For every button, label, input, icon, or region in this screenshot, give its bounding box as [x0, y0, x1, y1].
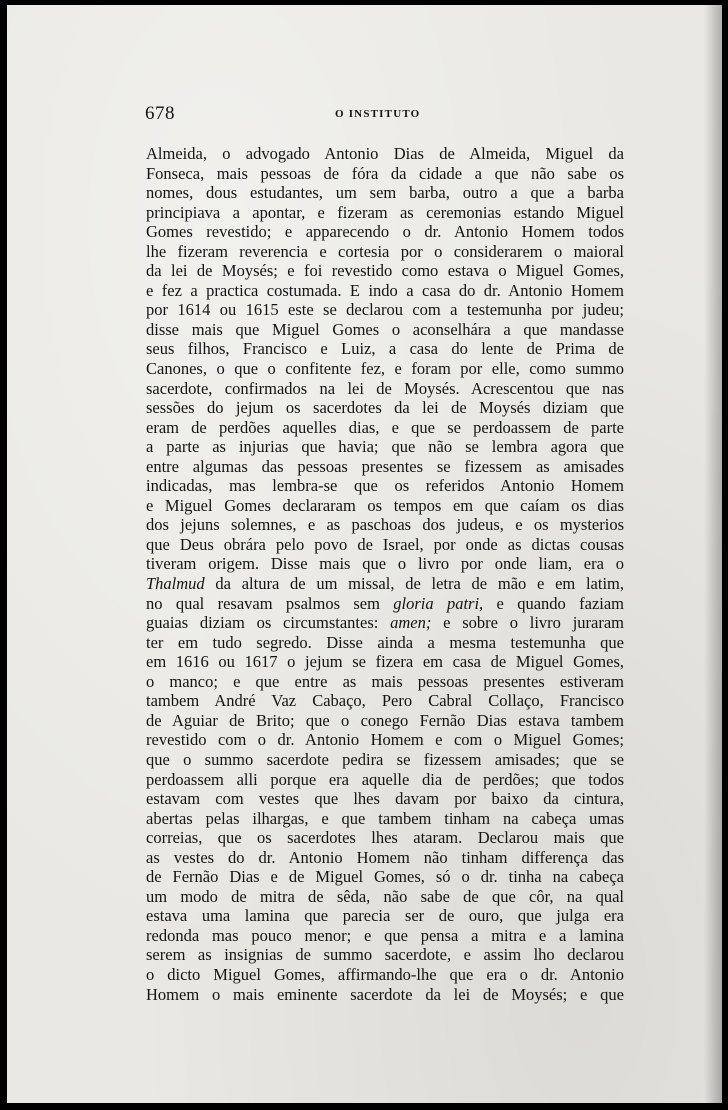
text-line [146, 730, 624, 750]
text-line [146, 281, 624, 301]
text-line [146, 437, 624, 457]
text-segment: de Fernão Dias e de Miguel Gomes, só o dr. tinha na cabeça [146, 867, 624, 887]
text-segment: disse mais que Miguel Gomes o aconselhára a que mandasse [146, 319, 624, 339]
text-segment: as vestes do dr. Antonio Homem não tinham differença das [146, 847, 624, 867]
text-line [146, 183, 624, 203]
text-segment: guaias diziam os circumstantes: [146, 613, 391, 633]
text-line [146, 515, 624, 535]
text-segment: sacerdote, confirmados na lei de Moysés. Acrescentou que nas [146, 378, 624, 398]
text-segment: entre algumas das pessoas presentes se fizessem as amisades [146, 456, 624, 476]
text-segment: estava uma lamina que parecia ser de ouro, que julga era [146, 906, 624, 926]
text-segment: Homem o mais eminente sacerdote da lei de Moysés; e que [146, 984, 624, 1004]
book-page [7, 5, 722, 1103]
text-line [146, 652, 624, 672]
text-line [146, 320, 624, 340]
text-line [146, 809, 624, 829]
text-segment: no qual resavam psalmos sem [146, 593, 394, 613]
text-segment: Canones, o que o confitente fez, e foram por elle, como summo [146, 359, 624, 379]
text-segment: perdoassem alli porque era aquelle dia de perdões; que todos [146, 769, 624, 789]
body-text [146, 144, 624, 1004]
text-segment: ter em tudo segredo. Disse ainda a mesma testemunha que [146, 632, 624, 652]
text-segment: sessões do jejum os sacerdotes da lei de Moysés diziam que [146, 398, 624, 418]
page-number: 678 [145, 103, 175, 124]
text-segment: da lei de Moysés; e foi revestido como estava o Miguel Gomes, [146, 261, 624, 281]
text-line [146, 554, 624, 574]
text-line [146, 906, 624, 926]
text-segment: o manco; e que entre as mais pessoas presentes estiveram [146, 671, 624, 691]
text-segment: eram de perdões aquelles dias, e que se perdoassem de parte [146, 417, 624, 437]
text-line [146, 789, 624, 809]
text-line [146, 144, 624, 164]
text-line [146, 691, 624, 711]
text-segment: seus filhos, Francisco e Luiz, a casa do lente de Prima de [146, 339, 624, 359]
text-line [146, 887, 624, 907]
text-line [146, 222, 624, 242]
text-line [146, 496, 624, 516]
text-segment: serem as insignias de summo sacerdote, e assim lho declarou [146, 945, 624, 965]
text-segment: tiveram origem. Disse mais que o livro por onde liam, era o [146, 554, 624, 574]
text-segment: abertas pelas ilhargas, e que tambem tinham na cabeça umas [146, 808, 624, 828]
text-segment: principiava a apontar, e fizeram as ceremonias estando Miguel [146, 202, 624, 222]
text-line [146, 476, 624, 496]
text-segment: de Aguiar de Brito; que o conego Fernão Dias estava tambem [146, 710, 624, 730]
text-line [146, 750, 624, 770]
text-segment: nomes, dous estudantes, um sem barba, outro a que a barba [146, 183, 624, 203]
text-segment: Fonseca, mais pessoas de fóra da cidade a que não sabe os [146, 163, 624, 183]
text-segment: e Miguel Gomes declararam os tempos em que caíam os dias [146, 495, 624, 515]
text-segment: revestido com o dr. Antonio Homem e com o Miguel Gomes; [146, 730, 624, 750]
italic-term: gloria patri, [393, 593, 484, 613]
text-segment: e fez a practica costumada. E indo a casa do dr. Antonio Homem [146, 280, 624, 300]
text-segment: um modo de mitra de sêda, não sabe de que côr, na qual [146, 886, 624, 906]
text-line [146, 574, 624, 594]
text-line [146, 398, 624, 418]
text-line [146, 828, 624, 848]
text-segment: e quando faziam [483, 593, 625, 613]
page-edge-shadow [704, 5, 722, 1103]
text-segment: que Deus obrára pelo povo de Israel, por onde as dictas cousas [146, 534, 624, 554]
text-segment: estavam com vestes que lhes davam por baixo da cintura, [146, 789, 624, 809]
text-segment: a parte as injurias que havia; que não se lembra agora que [146, 437, 624, 457]
text-segment: Gomes revestido; e apparecendo o dr. Antonio Homem todos [146, 222, 624, 242]
text-segment: tambem André Vaz Cabaço, Pero Cabral Collaço, Francisco [146, 691, 624, 711]
text-segment: correias, que os sacerdotes lhes ataram. Declarou mais que [146, 828, 624, 848]
text-line [146, 985, 624, 1005]
text-segment: e sobre o livro juraram [431, 613, 625, 633]
text-line [146, 300, 624, 320]
text-line [146, 339, 624, 359]
text-line [146, 848, 624, 868]
text-line [146, 711, 624, 731]
text-line [146, 770, 624, 790]
text-line [146, 535, 624, 555]
text-line [146, 945, 624, 965]
text-segment: dos jejuns solemnes, e as paschoas dos judeus, e os mysterios [146, 515, 624, 535]
text-line [146, 379, 624, 399]
text-line [146, 261, 624, 281]
text-segment: que o summo sacerdote pedira se fizessem amisades; que se [146, 749, 624, 769]
text-line [146, 867, 624, 887]
text-line [146, 203, 624, 223]
text-line [146, 457, 624, 477]
italic-term: amen; [390, 613, 432, 633]
text-line [146, 164, 624, 184]
running-title: O INSTITUTO [335, 108, 421, 120]
text-line [146, 418, 624, 438]
text-segment: por 1614 ou 1615 este se declarou com a testemunha por judeu; [146, 300, 624, 320]
text-line [146, 672, 624, 692]
text-segment: o dicto Miguel Gomes, affirmando-lhe que era o dr. Antonio [146, 964, 624, 984]
text-segment: da altura de um missal, de letra de mão e em latim, [204, 574, 624, 594]
text-segment: indicadas, mas lembra-se que os referidos Antonio Homem [146, 476, 624, 496]
text-line [146, 242, 624, 262]
text-segment: redonda mas pouco menor; e que pensa a mitra e a lamina [146, 925, 624, 945]
text-line [146, 359, 624, 379]
text-line [146, 633, 624, 653]
text-line [146, 594, 624, 614]
text-line [146, 613, 624, 633]
text-segment: lhe fizeram reverencia e cortesia por o considerarem o maioral [146, 241, 624, 261]
text-segment: Almeida, o advogado Antonio Dias de Almeida, Miguel da [146, 144, 624, 163]
italic-term: Thalmud [146, 574, 205, 594]
page-header [145, 103, 625, 125]
text-segment: em 1616 ou 1617 o jejum se fizera em casa de Miguel Gomes, [146, 652, 624, 672]
text-line [146, 965, 624, 985]
text-line [146, 926, 624, 946]
